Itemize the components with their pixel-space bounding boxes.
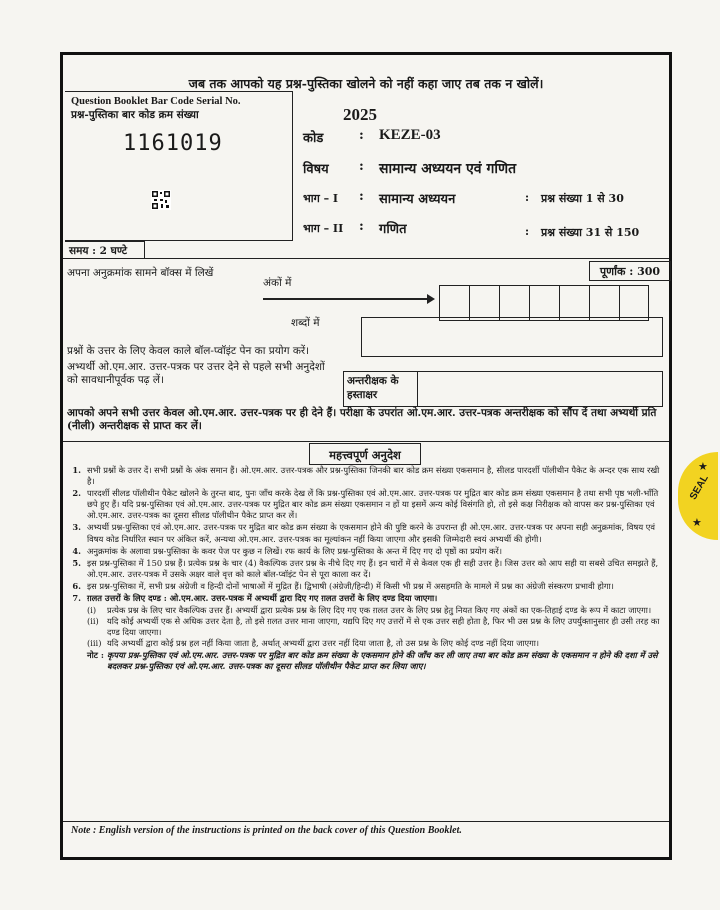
star-icon: ★: [698, 460, 708, 473]
penalty-note: नोट : कृपया प्रश्न-पुस्तिका एवं ओ.एम.आर. उत्तर-पत्रक पर मुद्रित बार कोड क्रम संख्या के एकसमान होने की जाँच कर ली जाए तथा बार कोड क्रम संख्या के एकसमान न होने की दशा में उसे बदलकर प्रश्न-पुस्तिका एवं ओ.एम.आर. उत्तर-पत्रक का दूसरा सीलड पॉलीथीन पैकेट प्राप्त कर लिया जाए।: [87, 649, 658, 671]
instruction-item: 2. पारदर्शी सीलड पॉलीथीन पैकेट खोलने के तुरन्त बाद, पुनः जाँच करके देख लें कि प्रश्न-पुस्तिका एवं ओ.एम.आर. उत्तर-पत्रक पर मुद्रित बार कोड क्रम संख्या एकसमान है तथा सभी पृष्ठ भली-भाँति छपे हुए हैं। यदि प्रश्न-पुस्तिका एवं ओ.एम.आर. उत्तर-पत्रक पर मुद्रित बार कोड क्रम संख्या एकसमान न हों या इसमें अन्य कोई विसंगति हो, तो इसे कक्ष निरीक्षक को वापस कर प्रश्न-पुस्तिका एवं ओ.एम.आर. उत्तर-पत्रक का दूसरा सीलड पॉलीथीन पैकेट प्राप्त कर लें।: [72, 488, 659, 521]
part1-name: सामान्य अध्ययन: [379, 192, 456, 207]
seal-label: SEAL: [687, 473, 711, 502]
part2-range: प्रश्न संख्या 31 से 150: [541, 226, 640, 239]
barcode-label-hi: प्रश्न-पुस्तिका बार कोड क्रम संख्या: [71, 109, 199, 121]
roll-digit-box[interactable]: [619, 285, 649, 321]
pen-instruction: प्रश्नों के उत्तर के लिए केवल काले बॉल-प्वॉइंट पेन का प्रयोग करें।: [67, 345, 310, 357]
roll-digit-box[interactable]: [589, 285, 619, 321]
in-digits-label: अंकों में: [263, 277, 292, 289]
instruction-item: 5. इस प्रश्न-पुस्तिका में 150 प्रश्न हैं। प्रत्येक प्रश्न के चार (4) वैकल्पिक उत्तर प्रश्न के नीचे दिए गए हैं। इन चारों में से केवल एक ही सही उत्तर है। जिस उत्तर को आप सही या सबसे उचित समझते हैं, ओ.एम.आर. उत्तर-पत्रक में उसके अक्षर वाले वृत्त को काले बॉल-प्वॉइंट पेन से पूरा काला कर दें।: [72, 557, 659, 579]
roll-digit-box[interactable]: [529, 285, 559, 321]
divider-line: [63, 441, 669, 442]
part1-label: भाग – I: [303, 192, 339, 205]
subject-colon: :: [359, 159, 364, 174]
max-marks: पूर्णांक : 300: [589, 261, 671, 281]
code-colon: :: [359, 128, 364, 143]
instruction-item: 1. सभी प्रश्नों के उत्तर दें। सभी प्रश्नों के अंक समान हैं। ओ.एम.आर. उत्तर-पत्रक और प्रश्न-पुस्तिका जिनकी बार कोड क्रम संख्या एकसमान है, सीलड पारदर्शी पॉलीथीन पैकेट के अन्दर एक साथ रखी है।: [72, 465, 660, 487]
do-not-open-warning: जब तक आपको यह प्रश्न-पुस्तिका खोलने को नहीं कहा जाए तब तक न खोलें।: [188, 76, 544, 91]
instruction-item: 6. इस प्रश्न-पुस्तिका में, सभी प्रश्न अंग्रेजी व हिन्दी दोनों भाषाओं में मुद्रित हैं। द्विभाषी (अंग्रेजी/हिन्दी) में किसी भी प्रश्न में असहमति के मामले में प्रश्न का अंग्रेजी संस्करण प्रभावी होगा।: [72, 580, 614, 591]
exam-year: 2025: [343, 105, 377, 124]
part2-colon: :: [359, 219, 364, 234]
part1-colon-2: :: [525, 191, 530, 204]
roll-words-box[interactable]: [361, 317, 663, 357]
omr-read-instruction: अभ्यर्थी ओ.एम.आर. उत्तर-पत्रक पर उत्तर देने से पहले सभी अनुदेशों को सावधानीपूर्वक पढ़ लें।: [67, 361, 325, 386]
instruction-item: 4. अनुक्रमांक के अलावा प्रश्न-पुस्तिका के कवर पेज पर कुछ न लिखें। रफ कार्य के लिए प्रश्न-पुस्तिका के अन्त में दिए गए दो पृष्ठों का प्रयोग करें।: [72, 545, 502, 556]
divider-line: [63, 821, 669, 822]
in-words-label: शब्दों में: [291, 317, 320, 329]
roll-number-grid[interactable]: [439, 285, 649, 321]
english-version-note: Note : English version of the instructions is printed on the back cover of this Question Booklet.: [71, 825, 462, 836]
penalty-item: (ii) यदि कोई अभ्यर्थी एक से अधिक उत्तर देता है, तो इसे ग़लत उत्तर माना जाएगा, यद्यपि दिए गए उत्तरों में से एक उत्तर सही होता है, फिर भी उस प्रश्न के लिए उपर्युक्तानुसार ही उसी तरह का दण्ड दिया जाएगा।: [87, 616, 660, 638]
instructions-heading: महत्त्वपूर्ण अनुदेश: [309, 443, 421, 465]
part1-range: प्रश्न संख्या 1 से 30: [541, 192, 624, 205]
instructions-list: [63, 465, 669, 672]
barcode-box: [65, 91, 293, 241]
arrow-right-icon: [263, 298, 433, 300]
roll-digit-box[interactable]: [559, 285, 589, 321]
subject-label: विषय: [303, 162, 329, 177]
time-box: समय : 2 घण्टे: [65, 241, 145, 259]
subject-value: सामान्य अध्ययन एवं गणित: [379, 161, 517, 177]
instruction-item: 7. ग़लत उत्तरों के लिए दण्ड : ओ.एम.आर. उत्तर-पत्रक में अभ्यर्थी द्वारा दिए गए ग़लत उत्तरों के लिए दण्ड दिया जाएगा।: [72, 593, 438, 604]
part1-colon: :: [359, 189, 364, 204]
part2-name: गणित: [379, 222, 407, 237]
roll-digit-box[interactable]: [439, 285, 469, 321]
code-label: कोड: [303, 131, 324, 146]
cover-frame: [60, 52, 672, 860]
roll-digit-box[interactable]: [499, 285, 529, 321]
divider-line: [63, 258, 669, 259]
invigilator-signature-box[interactable]: [343, 371, 663, 407]
invigilator-signature-label: अन्तरीक्षक के हस्ताक्षर: [344, 372, 418, 406]
barcode-label-en: Question Booklet Bar Code Serial No.: [71, 96, 241, 107]
seal-sticker: [678, 452, 718, 540]
instruction-item: 3. अभ्यर्थी प्रश्न-पुस्तिका एवं ओ.एम.आर. उत्तर-पत्रक पर मुद्रित बार कोड क्रम संख्या के एकसमान होने की पुष्टि करने के उपरान्त ही ओ.एम.आर. उत्तर-पत्रक पर अपना सही अनुक्रमांक, विषय एवं विषय कोड निर्धारित स्थान पर अंकित करें, अन्यथा ओ.एम.आर. उत्तर-पत्रक का मूल्यांकन नहीं किया जाएगा और इसकी जिम्मेदारी स्वयं अभ्यर्थी की होगी।: [72, 522, 655, 544]
roll-digit-box[interactable]: [469, 285, 499, 321]
qr-code-icon: [151, 190, 171, 210]
star-icon: ★: [692, 516, 702, 529]
omr-submit-instruction: आपको अपने सभी उत्तर केवल ओ.एम.आर. उत्तर-पत्रक पर ही देने हैं। परीक्षा के उपरांत ओ.एम.आर. उत्तर-पत्रक अन्तरीक्षक को सौंप दें तथा अभ्यर्थी प्रति (नीली) अन्तरीक्षक से प्राप्त कर लें।: [67, 407, 657, 432]
part2-label: भाग – II: [303, 222, 344, 235]
barcode-serial: 1161019: [123, 131, 223, 156]
code-value: KEZE-03: [379, 127, 441, 143]
penalty-item: (i) प्रत्येक प्रश्न के लिए चार वैकल्पिक उत्तर हैं। अभ्यर्थी द्वारा प्रत्येक प्रश्न के लिए दिए गए एक ग़लत उत्तर के लिए प्रश्न हेतु नियत किए गए अंकों का एक-तिहाई दण्ड के रूप में काटा जाएगा।: [87, 605, 652, 616]
part2-colon-2: :: [525, 225, 530, 238]
roll-instruction: अपना अनुक्रमांक सामने बॉक्स में लिखें: [67, 267, 214, 279]
penalty-item: (iii) यदि अभ्यर्थी द्वारा कोई प्रश्न हल नहीं किया जाता है, अर्थात् अभ्यर्थी द्वारा उत्तर नहीं दिया जाता है, तो उस प्रश्न के लिए कोई दण्ड नहीं दिया जाएगा।: [87, 638, 540, 649]
